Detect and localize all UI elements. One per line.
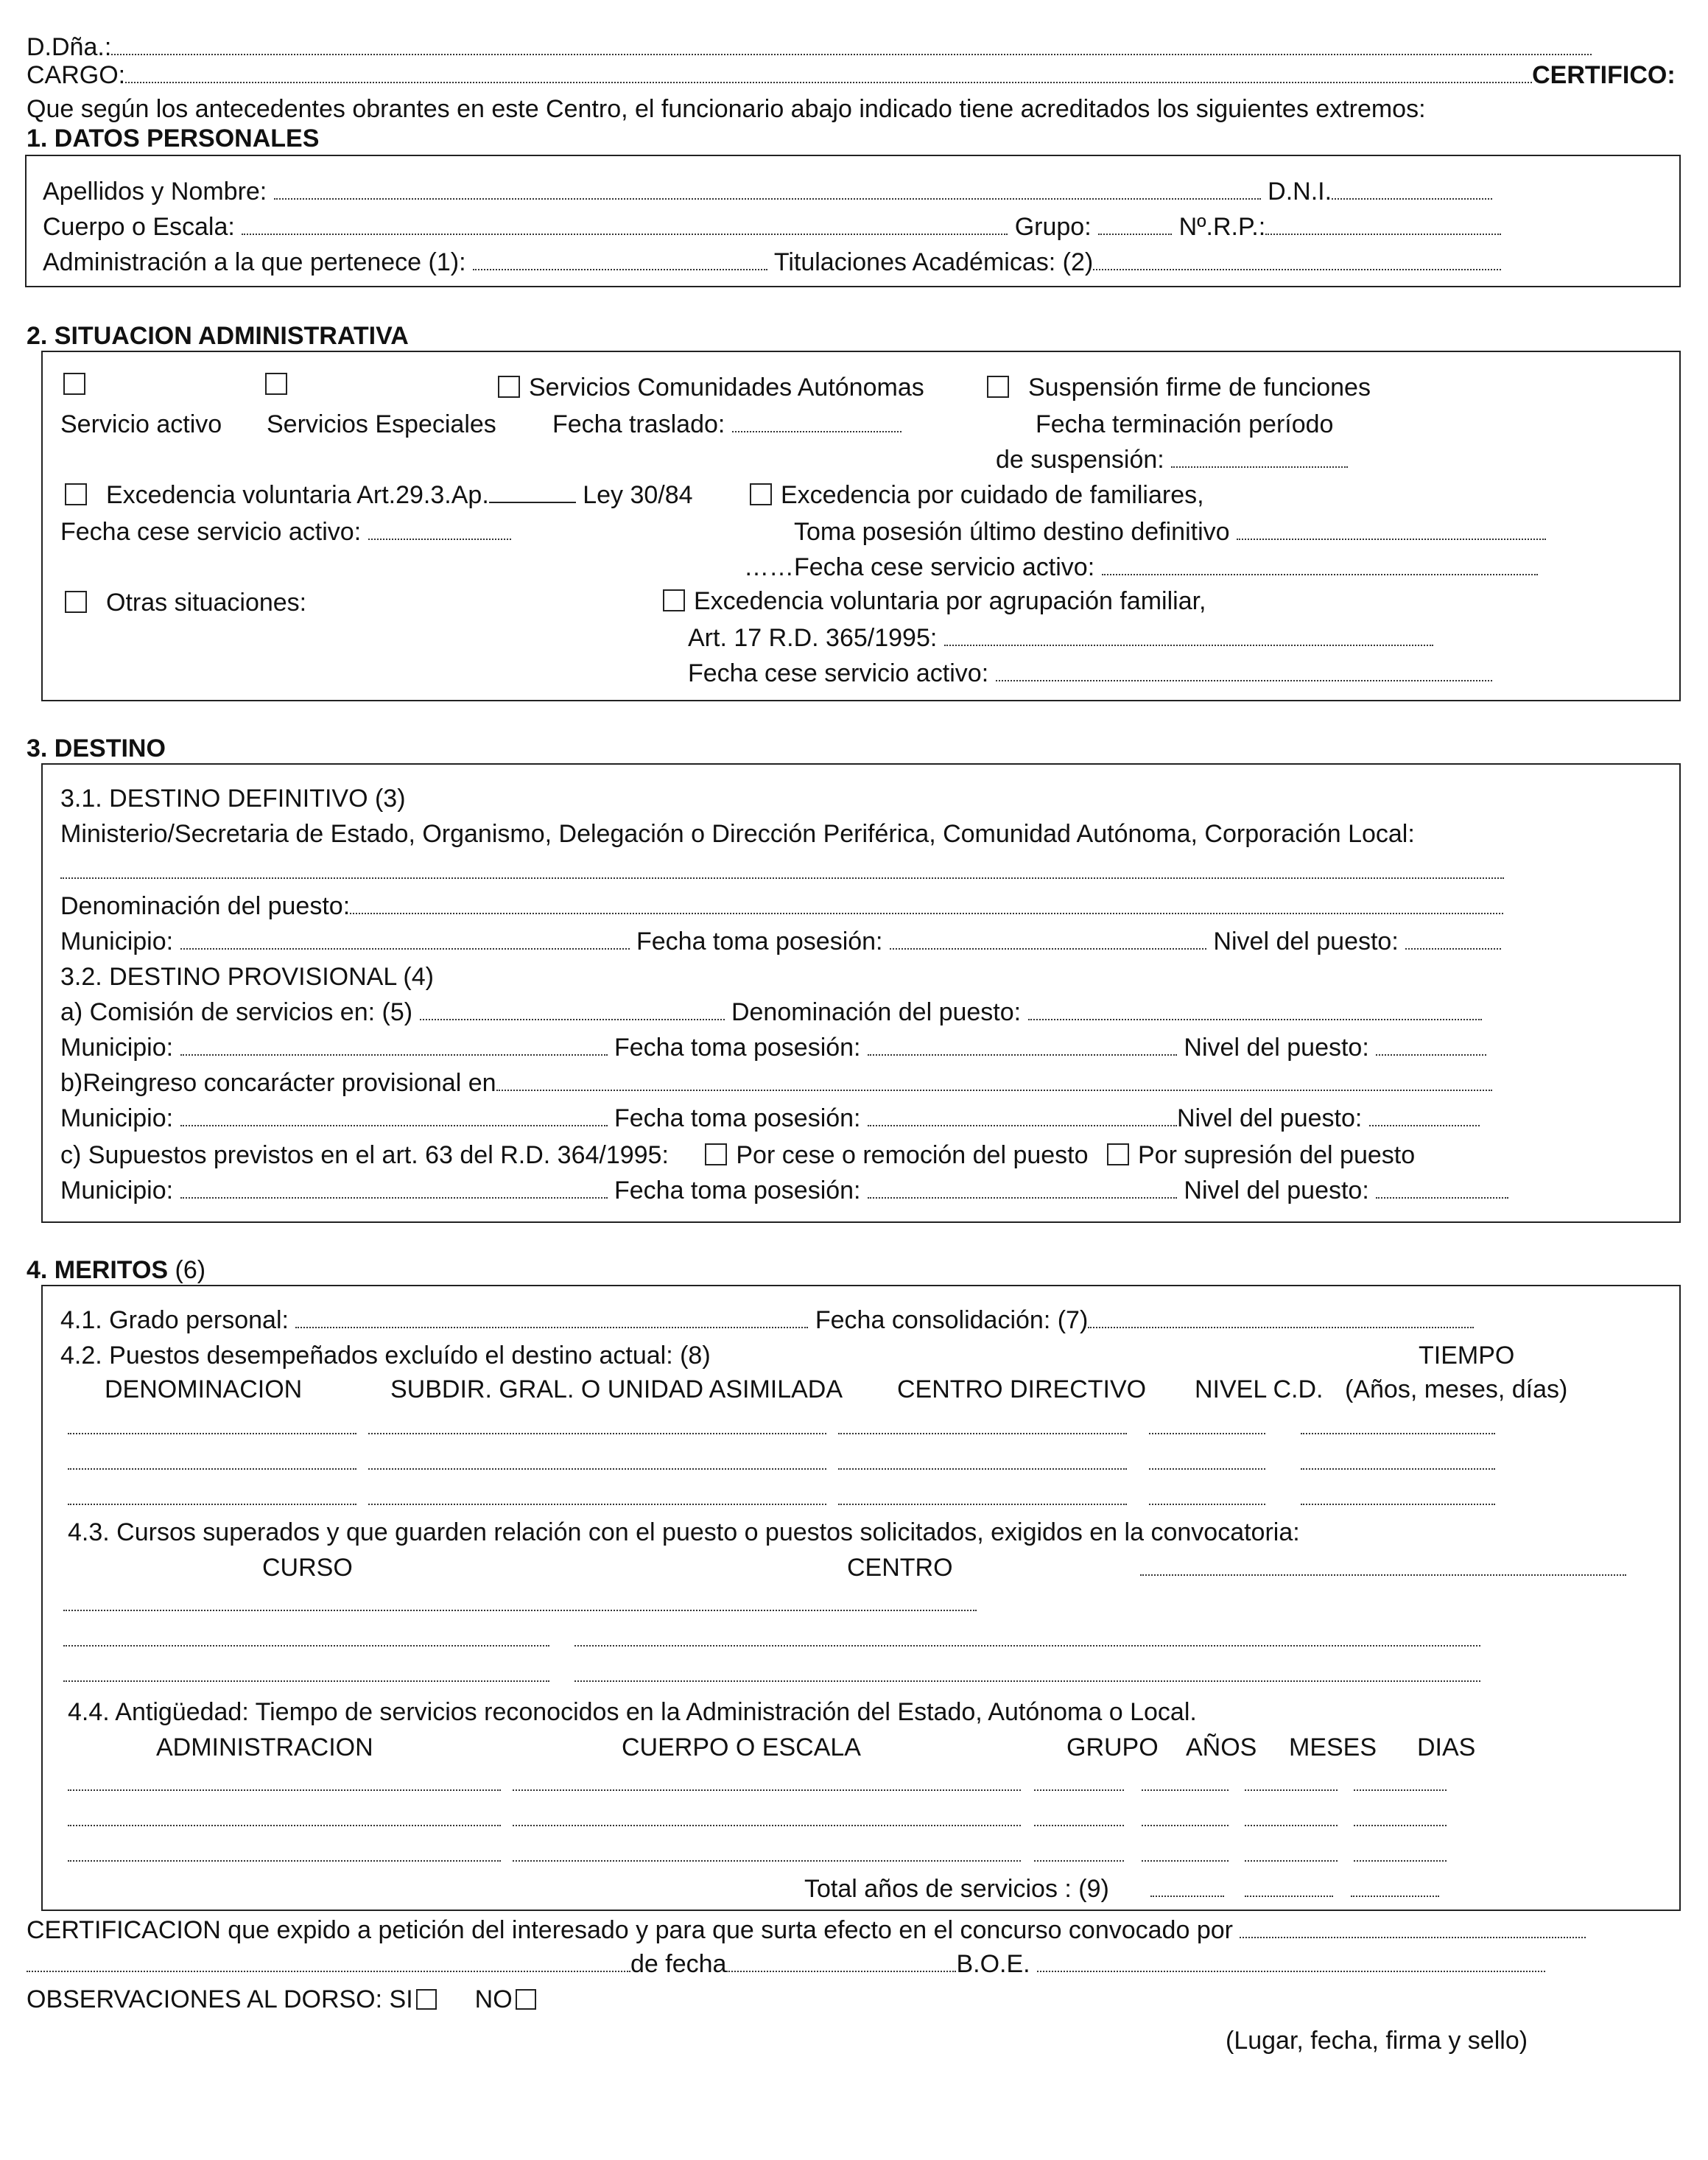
cese-label: Por cese o remoción del puesto (736, 1141, 1089, 1169)
nivel-2-label: Nivel del puesto: (1184, 1034, 1369, 1062)
cuerpo-line (43, 212, 1501, 242)
puesto-centro-field[interactable] (838, 1412, 1127, 1434)
puesto-nivel-field[interactable] (1149, 1412, 1265, 1434)
fecha-toma-4-label: Fecha toma posesión: (614, 1177, 861, 1205)
ministerio-line (60, 856, 1504, 886)
puestos-row (68, 1482, 1495, 1512)
col-nivel-cd: NIVEL C.D. (1195, 1375, 1324, 1403)
col-centro-curso: CENTRO (847, 1554, 953, 1582)
grupo-field[interactable] (1034, 1769, 1124, 1791)
intro-text: Que según los antecedentes obrantes en este Centro, el funcionario abajo indicado tiene acreditados los siguientes extremos: (27, 95, 1426, 123)
dna-line (27, 32, 1592, 62)
cargo-line (27, 60, 1676, 90)
fecha-traslado-field[interactable] (732, 410, 902, 432)
dni-label: D.N.I. (1268, 178, 1332, 206)
antiguedad-label: 4.4. Antigüedad: Tiempo de servicios reconocidos en la Administración del Estado, Autónoma o Local. (68, 1698, 1197, 1726)
fecha-toma-2-field[interactable] (868, 1034, 1177, 1056)
denominacion-b-label: Denominación del puesto: (731, 998, 1022, 1026)
puesto-denominacion-field[interactable] (68, 1448, 356, 1470)
excedencia-voluntaria-label: Excedencia voluntaria Art.29.3.Ap. (106, 481, 489, 509)
denominacion-line (60, 891, 1503, 921)
anos-field[interactable] (1142, 1804, 1229, 1826)
anos-field[interactable] (1142, 1769, 1229, 1791)
municipio-4-field[interactable] (180, 1177, 608, 1199)
cuerpo-escala-field[interactable] (513, 1804, 1021, 1826)
nrp-label: Nº.R.P.: (1178, 213, 1266, 241)
otras-label: Otras situaciones: (106, 589, 307, 617)
municipio-3-label: Municipio: (60, 1104, 174, 1132)
total-meses-field[interactable] (1245, 1875, 1333, 1897)
cb-servicio-activo-row (63, 370, 94, 399)
meses-field[interactable] (1245, 1840, 1338, 1862)
art17-field[interactable] (944, 624, 1433, 646)
col-denominacion: DENOMINACION (105, 1375, 303, 1403)
toma-posesion-label: Toma posesión último destino definitivo (794, 518, 1230, 546)
art17-line (688, 623, 1433, 653)
total-line (804, 1874, 1439, 1904)
puestos-label: 4.2. Puestos desempeñados excluído el destino actual: (8) (60, 1342, 711, 1370)
observaciones-no-checkbox[interactable] (516, 1989, 536, 2010)
municipio-1-line (60, 927, 1501, 956)
section-4-title-rest: (6) (168, 1256, 206, 1284)
suspension-checkbox[interactable] (987, 376, 1009, 398)
anos-field[interactable] (1142, 1840, 1229, 1862)
curso-field[interactable] (63, 1589, 977, 1611)
toma-posesion-line (794, 517, 1546, 547)
admin-field[interactable] (68, 1804, 501, 1826)
excedencia-cuidado-row (750, 480, 1204, 510)
excedencia-agrupacion-checkbox[interactable] (663, 589, 685, 611)
fecha-toma-3-label: Fecha toma posesión: (614, 1104, 861, 1132)
grupo-label: Grupo: (1014, 213, 1092, 241)
fecha-traslado-line (552, 410, 902, 439)
de-suspension-label: de suspensión: (996, 446, 1164, 474)
meses-field[interactable] (1245, 1769, 1338, 1791)
puesto-subdir-field[interactable] (368, 1412, 826, 1434)
reingreso-line (60, 1068, 1492, 1098)
cursos-row (63, 1659, 1480, 1689)
servicio-activo-checkbox[interactable] (63, 373, 85, 395)
titulaciones-field[interactable] (1093, 248, 1501, 270)
municipio-4-line (60, 1176, 1508, 1205)
administracion-label: Administración a la que pertenece (1): (43, 248, 466, 276)
excedencia-cuidado-label: Excedencia por cuidado de familiares, (781, 481, 1204, 509)
fecha-terminacion-label: Fecha terminación período (1036, 410, 1334, 438)
cursos-extra-line (1140, 1553, 1626, 1582)
centro-curso-field[interactable] (574, 1624, 1480, 1647)
nivel-1-label: Nivel del puesto: (1213, 928, 1399, 955)
comision-label: a) Comisión de servicios en: (5) (60, 998, 413, 1026)
de-suspension-field[interactable] (1171, 446, 1348, 468)
servicios-ccaa-checkbox[interactable] (498, 376, 520, 398)
admin-field[interactable] (68, 1840, 501, 1862)
puesto-nivel-field[interactable] (1149, 1448, 1265, 1470)
puesto-subdir-field[interactable] (368, 1448, 826, 1470)
dias-field[interactable] (1354, 1840, 1447, 1862)
fecha-consolidacion-field[interactable] (1088, 1306, 1474, 1328)
puesto-tiempo-field[interactable] (1301, 1483, 1495, 1505)
dias-field[interactable] (1354, 1804, 1447, 1826)
denominacion-label: Denominación del puesto: (60, 892, 351, 920)
fecha-cese-3-field[interactable] (996, 659, 1492, 681)
col-cuerpo-escala: CUERPO O ESCALA (622, 1733, 861, 1761)
col-centro-directivo: CENTRO DIRECTIVO (897, 1375, 1147, 1403)
comision-line (60, 997, 1482, 1027)
reingreso-label: b)Reingreso concarácter provisional en (60, 1069, 496, 1097)
servicio-activo-label: Servicio activo (60, 410, 222, 438)
section-1-title: 1. DATOS PERSONALES (27, 125, 320, 152)
excedencia-voluntaria-row (65, 480, 693, 510)
fecha-toma-3-field[interactable] (868, 1104, 1177, 1126)
fecha-cese-1-line (60, 517, 511, 547)
reingreso-field[interactable] (496, 1069, 1492, 1091)
otras-checkbox[interactable] (65, 591, 87, 613)
fecha-consolidacion-label: Fecha consolidación: (7) (815, 1306, 1089, 1334)
section-2-title: 2. SITUACION ADMINISTRATIVA (27, 322, 409, 350)
art17-label: Art. 17 R.D. 365/1995: (688, 624, 938, 652)
col-anos: AÑOS (1186, 1733, 1257, 1761)
supresion-checkbox[interactable] (1107, 1143, 1129, 1165)
dias-field[interactable] (1354, 1769, 1447, 1791)
fecha-cese-2-field[interactable] (1102, 553, 1538, 575)
puesto-nivel-field[interactable] (1149, 1483, 1265, 1505)
observaciones-label: OBSERVACIONES AL DORSO: SI (27, 1985, 413, 2013)
total-anos-field[interactable] (1150, 1875, 1224, 1897)
administracion-field[interactable] (473, 248, 767, 270)
supuestos-label: c) Supuestos previstos en el art. 63 del R.D. 364/1995: (60, 1141, 669, 1169)
cuerpo-escala-field[interactable] (513, 1769, 1021, 1791)
de-fecha-label: de fecha (630, 1950, 727, 1978)
col-grupo: GRUPO (1066, 1733, 1159, 1761)
ley-label: Ley 30/84 (583, 481, 693, 509)
lugar-fecha-firma: (Lugar, fecha, firma y sello) (1226, 2027, 1528, 2055)
certifico-label: CERTIFICO: (1532, 61, 1676, 89)
servicios-ccaa-label: Servicios Comunidades Autónomas (529, 374, 924, 402)
cuerpo-escala-field[interactable] (513, 1840, 1021, 1862)
municipio-2-label: Municipio: (60, 1034, 174, 1062)
cursos-row (63, 1624, 1480, 1653)
municipio-2-line (60, 1033, 1486, 1062)
certificacion-line (27, 1915, 1586, 1945)
concurso-field[interactable] (1240, 1916, 1586, 1938)
municipio-3-field[interactable] (180, 1104, 608, 1126)
puesto-centro-field[interactable] (838, 1448, 1127, 1470)
dni-field[interactable] (1332, 178, 1492, 200)
observaciones-line (27, 1985, 541, 2014)
cargo-field[interactable] (125, 61, 1532, 83)
excedencia-agrupacion-label: Excedencia voluntaria por agrupación familiar, (694, 587, 1206, 615)
total-dias-field[interactable] (1351, 1875, 1439, 1897)
observaciones-no-label: NO (474, 1985, 513, 2013)
servicios-especiales-checkbox[interactable] (265, 373, 287, 395)
suspension-row (987, 373, 1371, 402)
fecha-cese-2-line (744, 553, 1538, 582)
antiguedad-row (68, 1839, 1447, 1868)
col-administracion: ADMINISTRACION (156, 1733, 373, 1761)
antiguedad-row (68, 1768, 1447, 1798)
convocante-field[interactable] (27, 1950, 630, 1972)
grupo-field[interactable] (1034, 1840, 1124, 1862)
col-dias: DIAS (1417, 1733, 1476, 1761)
curso-field[interactable] (63, 1624, 549, 1647)
denominacion-field[interactable] (350, 892, 1503, 914)
boe-label: B.O.E. (956, 1950, 1030, 1978)
cursos-row (63, 1588, 977, 1618)
apellidos-line (43, 177, 1492, 206)
comision-field[interactable] (420, 998, 725, 1020)
destino-definitivo-title: 3.1. DESTINO DEFINITIVO (3) (60, 785, 406, 813)
fecha-toma-4-field[interactable] (868, 1177, 1177, 1199)
col-subdir: SUBDIR. GRAL. O UNIDAD ASIMILADA (390, 1375, 843, 1403)
cb-servicios-especiales-row (265, 370, 296, 399)
puestos-row (68, 1447, 1495, 1476)
section-3-title: 3. DESTINO (27, 734, 166, 762)
cursos-extra-field[interactable] (1140, 1554, 1626, 1576)
nivel-2-field[interactable] (1376, 1034, 1486, 1056)
dna-field[interactable] (111, 33, 1592, 55)
municipio-4-label: Municipio: (60, 1177, 174, 1205)
grado-field[interactable] (295, 1306, 808, 1328)
dna-label: D.Dña.: (27, 33, 112, 61)
ministerio-label: Ministerio/Secretaria de Estado, Organismo, Delegación o Dirección Periférica, Comunidad Autónoma, Corporación Local: (60, 820, 1415, 848)
supuestos-line (60, 1140, 1415, 1170)
suspension-label: Suspensión firme de funciones (1028, 374, 1371, 402)
puesto-tiempo-field[interactable] (1301, 1412, 1495, 1434)
fecha-cese-3-label: Fecha cese servicio activo: (688, 659, 989, 687)
cursos-label: 4.3. Cursos superados y que guarden relación con el puesto o puestos solicitados, exigidos en la convocatoria: (68, 1518, 1300, 1546)
total-label: Total años de servicios : (9) (804, 1875, 1109, 1903)
puesto-tiempo-field[interactable] (1301, 1448, 1495, 1470)
observaciones-si-checkbox[interactable] (416, 1989, 437, 2010)
denominacion-b-field[interactable] (1028, 998, 1482, 1020)
puesto-subdir-field[interactable] (368, 1483, 826, 1505)
meses-field[interactable] (1245, 1804, 1338, 1826)
fecha-toma-2-label: Fecha toma posesión: (614, 1034, 861, 1062)
apartado-field[interactable] (489, 481, 576, 503)
admin-field[interactable] (68, 1769, 501, 1791)
municipio-1-field[interactable] (180, 928, 630, 950)
fecha-cese-2-label: ……Fecha cese servicio activo: (744, 553, 1095, 581)
fecha-cese-1-field[interactable] (368, 518, 511, 540)
otras-row (65, 588, 306, 617)
servicios-ccaa-row (498, 373, 924, 402)
nrp-field[interactable] (1265, 213, 1501, 235)
titulaciones-label: Titulaciones Académicas: (2) (773, 248, 1094, 276)
section-4-title-bold: 4. MERITOS (27, 1256, 169, 1284)
toma-posesion-field[interactable] (1237, 518, 1546, 540)
puesto-denominacion-field[interactable] (68, 1483, 356, 1505)
excedencia-voluntaria-checkbox[interactable] (65, 483, 87, 505)
fecha-traslado-label: Fecha traslado: (552, 410, 725, 438)
nivel-3-field[interactable] (1369, 1104, 1480, 1126)
grado-label: 4.1. Grado personal: (60, 1306, 289, 1334)
supresion-label: Por supresión del puesto (1138, 1141, 1416, 1169)
apellidos-label: Apellidos y Nombre: (43, 178, 267, 206)
tiempo-header: TIEMPO (1419, 1342, 1515, 1370)
cese-checkbox[interactable] (705, 1143, 727, 1165)
de-suspension-line (996, 445, 1348, 474)
destino-provisional-title: 3.2. DESTINO PROVISIONAL (4) (60, 963, 434, 991)
boe-field[interactable] (1037, 1950, 1545, 1972)
ministerio-field[interactable] (60, 857, 1504, 879)
col-tiempo: (Años, meses, días) (1345, 1375, 1568, 1403)
grupo-field[interactable] (1098, 213, 1172, 235)
municipio-2-field[interactable] (180, 1034, 608, 1056)
apellidos-field[interactable] (274, 178, 1261, 200)
fecha-toma-1-label: Fecha toma posesión: (636, 928, 883, 955)
nivel-4-label: Nivel del puesto: (1184, 1177, 1369, 1205)
cargo-label: CARGO: (27, 61, 126, 89)
puestos-row (68, 1412, 1495, 1441)
cuerpo-label: Cuerpo o Escala: (43, 213, 235, 241)
certificacion-label: CERTIFICACION que expido a petición del interesado y para que surta efecto en el concurso convocado por (27, 1916, 1233, 1944)
excedencia-cuidado-checkbox[interactable] (750, 483, 772, 505)
servicios-especiales-label: Servicios Especiales (267, 410, 496, 438)
grado-line (60, 1305, 1474, 1335)
nivel-4-field[interactable] (1376, 1177, 1508, 1199)
nivel-1-field[interactable] (1405, 928, 1501, 950)
col-curso: CURSO (262, 1554, 353, 1582)
curso-field[interactable] (63, 1660, 549, 1682)
municipio-3-line (60, 1104, 1480, 1133)
nivel-3-label: Nivel del puesto: (1176, 1104, 1363, 1132)
administracion-line (43, 248, 1501, 277)
antiguedad-row (68, 1803, 1447, 1833)
fecha-cese-1-label: Fecha cese servicio activo: (60, 518, 362, 546)
grupo-field[interactable] (1034, 1804, 1124, 1826)
cuerpo-field[interactable] (242, 213, 1008, 235)
de-fecha-field[interactable] (726, 1950, 956, 1972)
municipio-1-label: Municipio: (60, 928, 174, 955)
col-meses: MESES (1289, 1733, 1377, 1761)
centro-curso-field[interactable] (574, 1660, 1480, 1682)
fecha-toma-1-field[interactable] (890, 928, 1206, 950)
puesto-denominacion-field[interactable] (68, 1412, 356, 1434)
puesto-centro-field[interactable] (838, 1483, 1127, 1505)
section-4-title (27, 1255, 205, 1285)
fecha-boe-line (27, 1949, 1545, 1979)
excedencia-agrupacion-row (663, 586, 1206, 616)
fecha-cese-3-line (688, 659, 1492, 688)
